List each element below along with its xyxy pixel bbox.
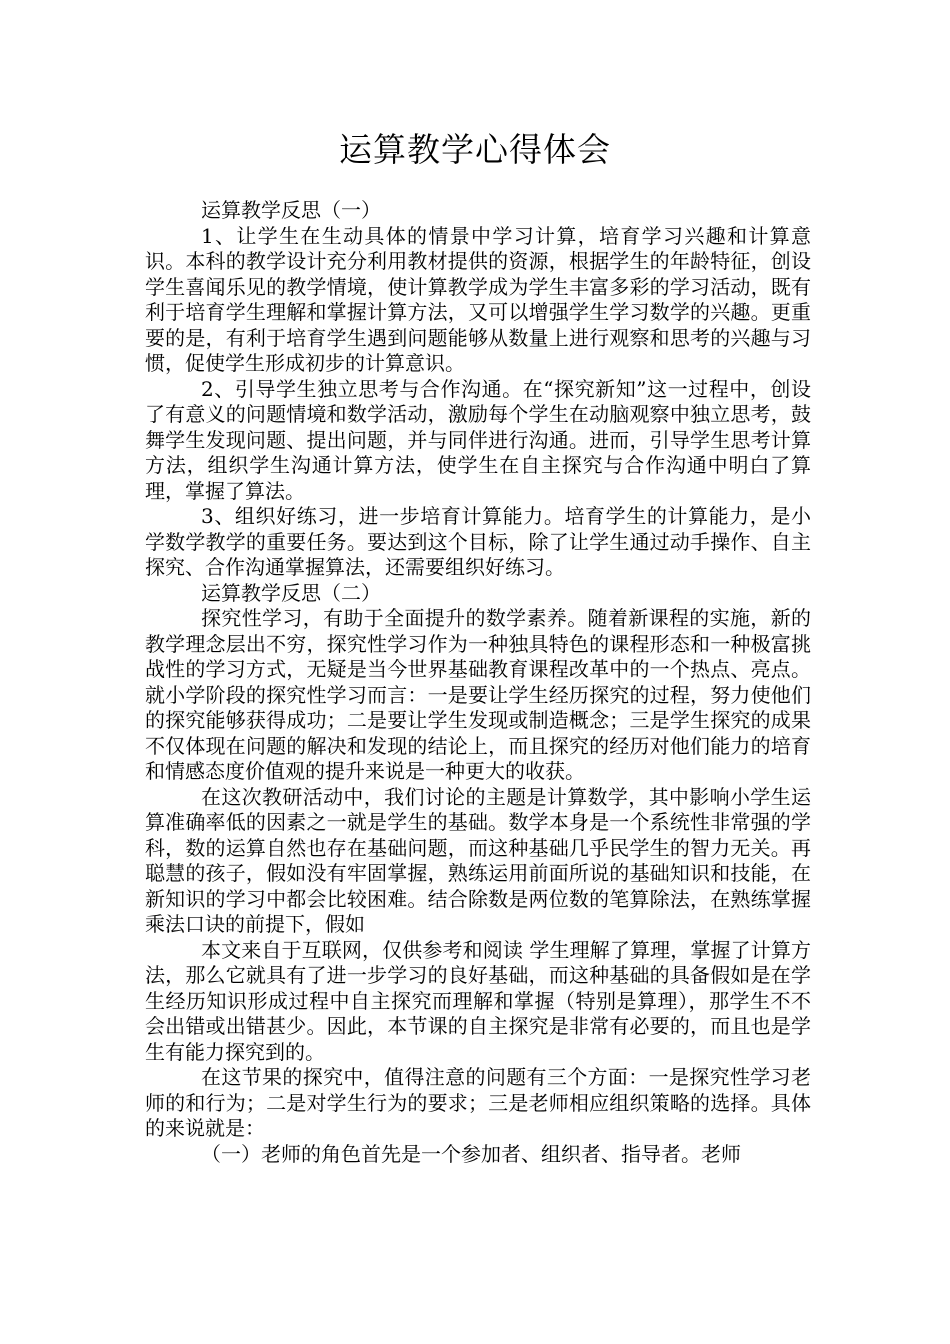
- document-body: [145, 198, 811, 1167]
- paragraph: 1、让学生在生动具体的情景中学习计算，培育学习兴趣和计算意识。本科的教学设计充分利用教材提供的资源，根据学生的年龄特征，创设学生喜闻乐见的教学情境，使计算教学成为学生丰富多彩的学习活动，既有利于培育学生理解和掌握计算方法，又可以增强学生学习数学的兴趣。更重要的是，有利于培育学生遇到问题能够从数量上进行观察和思考的兴趣与习惯，促使学生形成初步的计算意识。: [145, 223, 811, 375]
- paragraph: 3、组织好练习，进一步培育计算能力。培育学生的计算能力，是小学数学教学的重要任务。要达到这个目标，除了让学生通过动手操作、自主探究、合作沟通掌握算法，还需要组织好练习。: [145, 504, 811, 579]
- paragraph: （一）老师的角色首先是一个参加者、组织者、指导者。老师: [201, 1141, 741, 1166]
- paragraph: 本文来自于互联网，仅供参考和阅读 学生理解了算理，掌握了计算方法，那么它就具有了进一步学习的良好基础，而这种基础的具备假如是在学生经历知识形成过程中自主探究而理解和掌握（特别是算理），那学生不不会出错或出错甚少。因此，本节课的自主探究是非常有必要的，而且也是学生有能力探究到的。: [145, 937, 811, 1064]
- paragraph: 2、引导学生独立思考与合作沟通。在“探究新知”这一过程中，创设了有意义的问题情境和数学活动，激励每个学生在动脑观察中独立思考，鼓舞学生发现问题、提出问题，并与同伴进行沟通。进而，引导学生思考计算方法，组织学生沟通计算方法，使学生在自主探究与合作沟通中明白了算理，掌握了算法。: [145, 376, 811, 503]
- paragraph: 探究性学习，有助于全面提升的数学素养。随着新课程的实施，新的教学理念层出不穷，探究性学习作为一种独具特色的课程形态和一种极富挑战性的学习方式，无疑是当今世界基础教育课程改革中的一个热点、亮点。就小学阶段的探究性学习而言：一是要让学生经历探究的过程，努力使他们的探究能够获得成功；二是要让学生发现或制造概念；三是学生探究的成果不仅体现在问题的解决和发现的结论上，而且探究的经历对他们能力的培育和情感态度价值观的提升来说是一种更大的收获。: [145, 606, 811, 783]
- section-heading-1: 运算教学反思（一）: [201, 198, 381, 222]
- paragraph: 在这节果的探究中，值得注意的问题有三个方面：一是探究性学习老师的和行为；二是对学生行为的要求；三是老师相应组织策略的选择。具体的来说就是：: [145, 1065, 811, 1140]
- paragraph: 在这次教研活动中，我们讨论的主题是计算数学，其中影响小学生运算准确率低的因素之一就是学生的基础。数学本身是一个系统性非常强的学科，数的运算自然也存在基础问题，而这种基础几乎民学生的智力无关。再聪慧的孩子，假如没有牢固掌握，熟练运用前面所说的基础知识和技能，在新知识的学习中都会比较困难。结合除数是两位数的笔算除法，在熟练掌握乘法口诀的前提下，假如: [145, 784, 811, 936]
- section-heading-2: 运算教学反思（二）: [201, 580, 381, 605]
- document-title: 运算教学心得体会: [339, 130, 611, 169]
